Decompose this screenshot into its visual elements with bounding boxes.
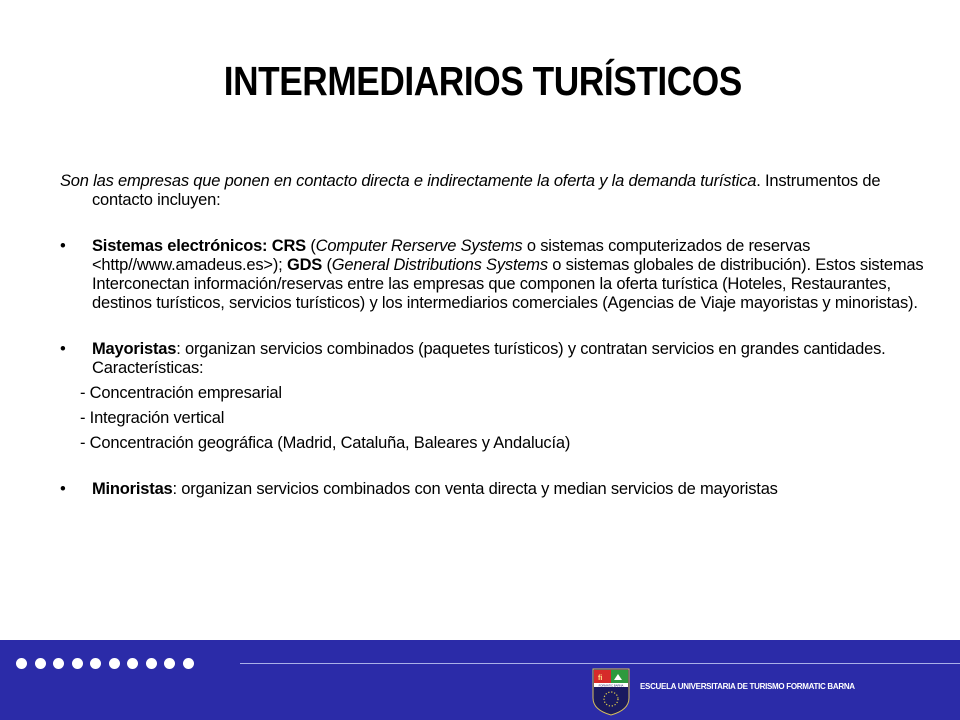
feature-item: - Integración vertical	[80, 409, 225, 427]
school-logo-text: FORMATIC BARNA	[598, 683, 624, 688]
footer-dot	[16, 658, 27, 669]
footer-dot	[90, 658, 101, 669]
footer-dot	[35, 658, 46, 669]
school-name: ESCUELA UNIVERSITARIA DE TURISMO FORMATIC BARNA	[640, 682, 855, 691]
electronic-text-1: (	[305, 237, 316, 255]
bullet-wholesalers	[60, 340, 930, 378]
footer-dot	[164, 658, 175, 669]
intro-paragraph	[60, 172, 930, 210]
bullet-electronic-systems	[60, 237, 930, 313]
electronic-heading: Sistemas electrónicos: CRS	[92, 237, 306, 255]
footer-divider	[240, 663, 960, 664]
retailers-text: : organizan servicios combinados con venta directa y median servicios de mayoristas	[172, 480, 778, 498]
feature-item: - Concentración geográfica (Madrid, Cataluña, Baleares y Andalucía)	[80, 434, 571, 452]
wholesalers-features	[60, 384, 930, 453]
wholesalers-heading: Mayoristas	[92, 340, 177, 358]
feature-item: - Concentración empresarial	[80, 384, 282, 402]
intro-rest: . Instrumentos de contacto incluyen:	[92, 172, 881, 209]
bullet-marker: •	[60, 340, 66, 358]
wholesalers-text: : organizan servicios combinados (paquetes turísticos) y contratan servicios en grandes cantidades. Características:	[92, 340, 886, 377]
retailers-heading: Minoristas	[92, 480, 173, 498]
footer-dot	[109, 658, 120, 669]
footer-dot	[53, 658, 64, 669]
footer-dot-row	[16, 658, 194, 669]
gds-label: GDS	[286, 256, 323, 274]
intro-lead: Son las empresas que ponen en contacto directa e indirectamente la oferta y la demanda turística	[60, 172, 757, 190]
footer-bar	[0, 640, 960, 720]
footer-dot	[127, 658, 138, 669]
electronic-text-4: o sistemas globales de distribución). Estos sistemas Interconectan información/reservas entre las empresas que componen la oferta turística (Hoteles, Restaurantes, destinos turísticos, servicios turísticos) y los intermediarios comerciales (Agencias de Viaje mayoristas y minoristas).	[92, 256, 924, 312]
electronic-text-3: (	[322, 256, 332, 274]
bullet-marker: •	[60, 237, 66, 255]
footer-dot	[72, 658, 83, 669]
bullet-marker: •	[60, 480, 66, 498]
electronic-text-2: o sistemas computerizados de reservas <http//www.amadeus.es>);	[92, 237, 811, 274]
footer-dot	[183, 658, 194, 669]
school-logo-icon	[592, 668, 630, 716]
crs-name: Computer Rerserve Systems	[315, 237, 523, 255]
bullet-retailers	[60, 480, 930, 499]
footer-dot	[146, 658, 157, 669]
slide-body	[60, 172, 930, 526]
gds-name: General Distributions Systems	[331, 256, 548, 274]
slide-title: INTERMEDIARIOS TURÍSTICOS	[223, 58, 742, 104]
svg-text:fi: fi	[598, 675, 603, 682]
